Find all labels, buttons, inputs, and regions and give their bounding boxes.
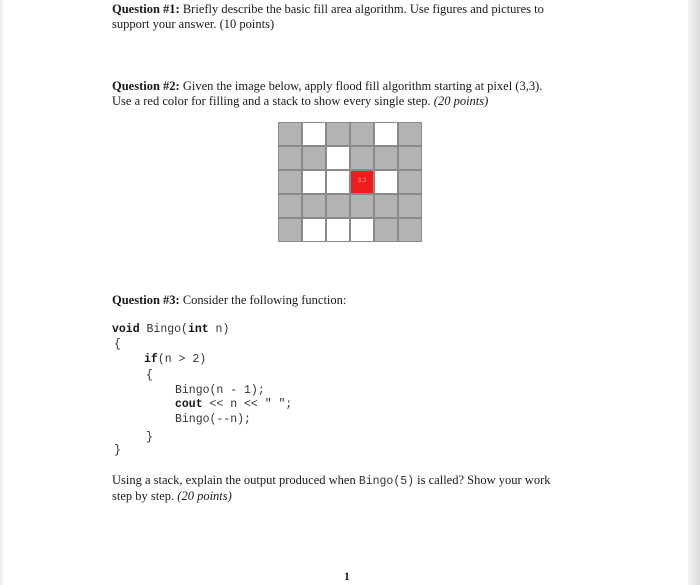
grid-cell	[398, 122, 422, 146]
code-if-condition: (n > 2)	[157, 353, 207, 366]
grid-cell-seed	[350, 170, 374, 194]
grid-cell	[326, 146, 350, 170]
question-1-text-line2: support your answer. (10 points)	[112, 17, 275, 31]
grid-cell	[350, 122, 374, 146]
grid-cell	[278, 146, 302, 170]
grid-cell	[374, 218, 398, 242]
question-3-prompt-line2: step by step.	[112, 489, 178, 503]
question-3-points: (20 points)	[177, 489, 232, 503]
grid-cell	[326, 170, 350, 194]
question-3-prompt	[112, 473, 602, 504]
grid-cell	[302, 170, 326, 194]
grid-cell	[326, 194, 350, 218]
grid-cell	[302, 194, 326, 218]
question-3-label: Question #3:	[112, 293, 180, 307]
code-line-close-brace: }	[114, 444, 121, 457]
code-cout-expr: << n << " ";	[202, 398, 293, 411]
question-1-label: Question #1:	[112, 2, 180, 16]
code-line-if-open-brace: {	[146, 369, 153, 382]
code-line-open-brace: {	[114, 338, 121, 351]
grid-cell	[398, 146, 422, 170]
grid-cell	[374, 122, 398, 146]
grid-cell	[302, 122, 326, 146]
page-edge-left	[0, 0, 4, 585]
grid-cell	[278, 218, 302, 242]
code-line-recursive-call-2: Bingo(--n);	[175, 413, 251, 426]
question-3-prompt-line1b: is called? Show your work	[414, 473, 551, 487]
page-number: 1	[344, 571, 350, 583]
question-3-text: Consider the following function:	[179, 293, 347, 307]
grid-cell	[398, 170, 422, 194]
question-2	[112, 79, 602, 109]
code-line-cout	[175, 397, 292, 412]
code-keyword-cout: cout	[175, 398, 203, 411]
grid-cell	[350, 146, 374, 170]
grid-cell	[278, 194, 302, 218]
code-line-signature	[112, 322, 229, 337]
question-2-text-line2: Use a red color for filling and a stack to show every single step.	[112, 94, 434, 108]
code-func-name: Bingo	[139, 323, 182, 336]
grid-cell	[398, 194, 422, 218]
seed-pixel-label: 3,3	[357, 178, 367, 184]
grid-cell	[374, 146, 398, 170]
question-2-text-line1: Given the image below, apply flood fill algorithm starting at pixel (3,3).	[179, 79, 543, 93]
grid-cell	[350, 218, 374, 242]
grid-cell	[326, 218, 350, 242]
grid-cell	[398, 218, 422, 242]
pixel-grid	[278, 122, 422, 242]
grid-cell	[278, 170, 302, 194]
grid-cell	[374, 194, 398, 218]
question-3-inline-code: Bingo(5)	[358, 475, 415, 488]
grid-cell	[302, 146, 326, 170]
grid-cell	[326, 122, 350, 146]
code-line-recursive-call-1: Bingo(n - 1);	[175, 384, 265, 397]
question-2-label: Question #2:	[112, 79, 180, 93]
code-param: n)	[208, 323, 230, 336]
code-paren: (	[181, 323, 188, 336]
question-1	[112, 2, 602, 32]
grid-cell	[302, 218, 326, 242]
grid-cell	[374, 170, 398, 194]
page-edge-right	[688, 0, 700, 585]
code-line-if	[144, 352, 206, 367]
question-2-points: (20 points)	[433, 94, 489, 108]
code-line-if-close-brace: }	[146, 431, 153, 444]
grid-cell	[278, 122, 302, 146]
question-3-prompt-line1a: Using a stack, explain the output produced when	[112, 473, 359, 487]
code-keyword-void: void	[112, 323, 140, 336]
grid-cell	[350, 194, 374, 218]
code-keyword-if: if	[144, 353, 158, 366]
code-keyword-int: int	[187, 323, 209, 336]
question-3	[112, 293, 602, 308]
question-1-text-line1: Briefly describe the basic fill area algorithm. Use figures and pictures to	[179, 2, 544, 16]
